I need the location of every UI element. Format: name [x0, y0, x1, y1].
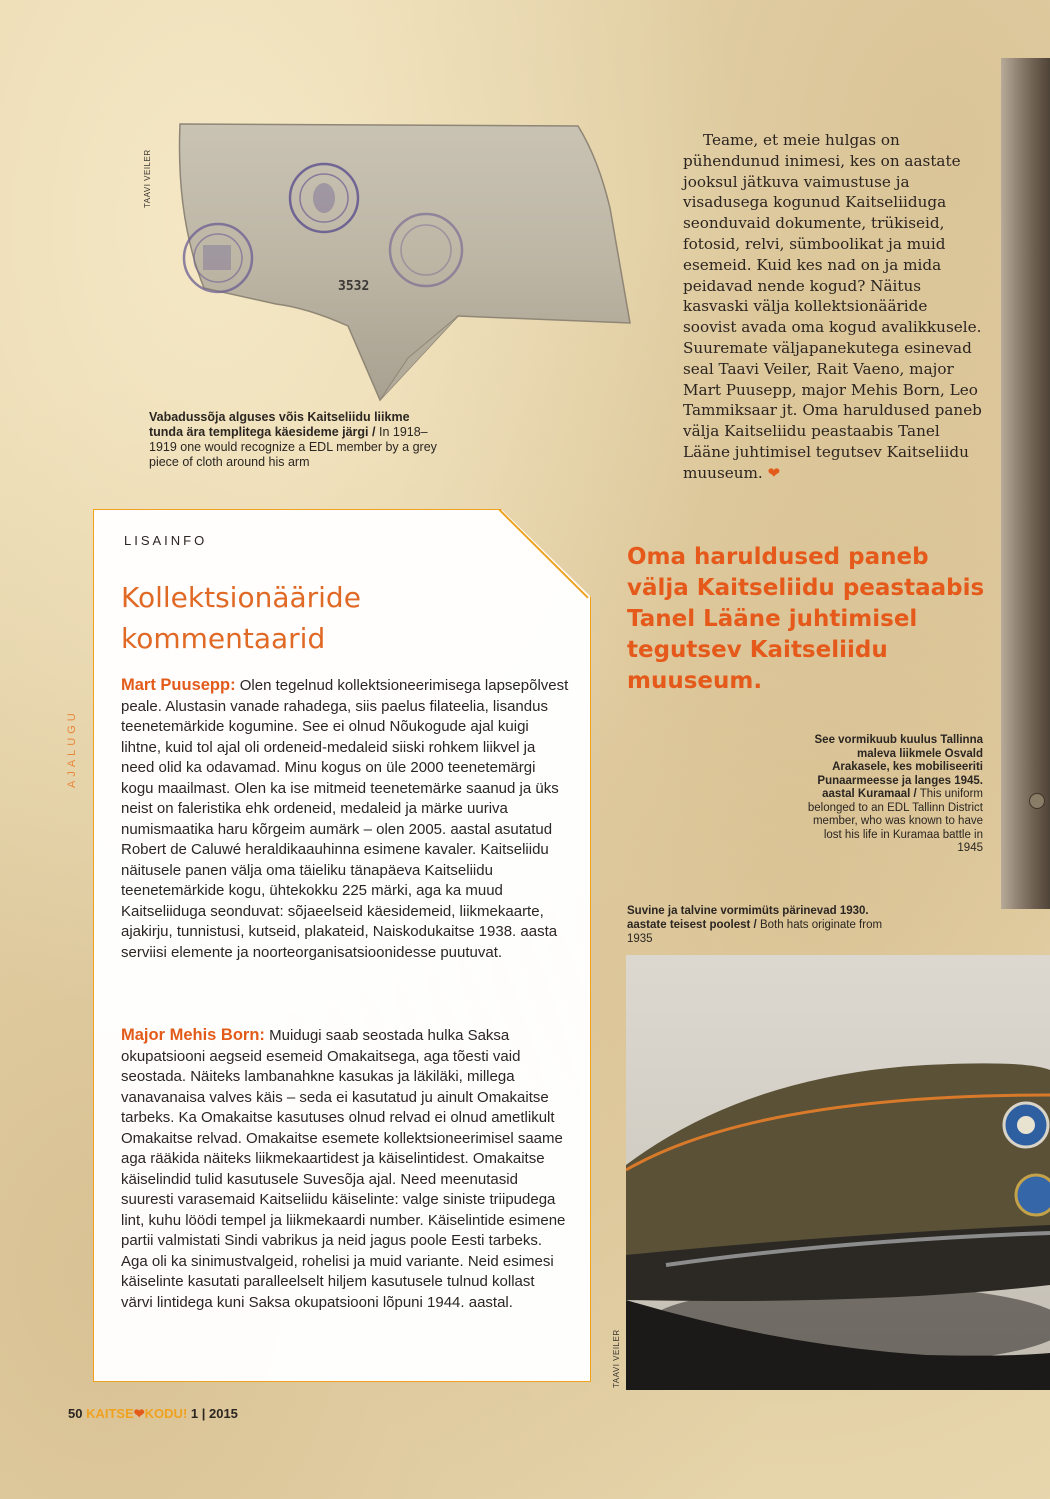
commenter-name: Mart Puusepp: [121, 676, 236, 694]
intro-text: Teame, et meie hulgas on pühendunud inimesi, kes on aastate jooksul jätkuva vaimustuse ja visadusega kogunud Kaitseliiduga seonduvaid dokumente, trükiseid, fotosid, relvi, sümboolikat ja muid esemeid. Kuid kes nad on ja mida peidavad nende kogud? Näitus kasvaski välja kollektsionääride soovist avada oma kogud avalikkusele. Suuremate väljapanekutega esinevad seal Taavi Veiler, Rait Vaeno, major Mart Puusepp, major Mehis Born, Leo Tammiksaar jt. Oma haruldused paneb välja Kaitseliidu peastaabis Tanel Lääne juhtimisel tegutsev Kaitseliidu muuseum. [683, 131, 982, 482]
commenter-name: Major Mehis Born: [121, 1026, 265, 1044]
armband-illustration [158, 118, 638, 406]
magazine-name-left: KAITSE [86, 1406, 134, 1421]
hat-caption-et: Suvine ja talvine vormimüts pärinevad 1930. aastate teisest poolest / [627, 905, 869, 931]
magazine-heart-icon: ❤ [133, 1406, 145, 1421]
section-tag: AJALUGU [66, 709, 78, 788]
comment-puusepp [121, 675, 569, 963]
hat-caption [627, 904, 892, 946]
stamp-number: 3532 [338, 279, 370, 294]
uniform-photo [1001, 58, 1050, 909]
hat-illustration [626, 955, 1050, 1390]
info-box-label: LISAINFO [124, 533, 208, 548]
armband-photo-credit: TAAVI VEILER [143, 149, 152, 208]
hat-caption-en: Both hats originate from 1935 [627, 919, 883, 945]
magazine-name-right: KODU! [144, 1406, 188, 1421]
comment-born [121, 1025, 569, 1313]
issue-number: 1 | 2015 [190, 1406, 238, 1421]
hat-photo [626, 955, 1050, 1390]
intro-paragraph [683, 130, 983, 484]
uniform-caption [806, 734, 983, 856]
page-number: 50 [68, 1406, 83, 1421]
uniform-button-icon [1029, 793, 1045, 809]
armband-caption [149, 410, 439, 470]
uniform-caption-en: This uniform belonged to an EDL Tallinn District member, who was known to have lost his life in Kuramaa battle in 1945 [807, 788, 983, 854]
comment-text: Olen tegelnud kollektsioneerimisega lapsepõlvest peale. Alustasin vanade rahadega, siis paelus filateelia, lisandus teenetemärkide kogumine. See ei olnud Nõukogude ajal kuigi lihtne, kuid tol ajal oli ordeneid-medaleid siiski rohkem liikvel ja need olid ka odavamad. Minu kogus on üle 2000 teenetemärgi kogu maailmast. Olen ka ise mitmeid teenetemärke saanud ja üks neist on faleristika ehk ordeneid, medaleid ja märke uuriva numismaatika haru kõrgeim aumärk – olen 2005. aastal asutatud Robert de Caluwé heraldikaauhinna esimene kavaler. Kaitseliidu näitusele panen välja oma täieliku tänapäeva Kaitseliidu teenetemärkide kogu, ühtekokku 225 märki, aga ka muud Kaitseliiduga seonduvat: sõjaeelseid käesidemeid, liikmekaarte, ajakirju, tunnistusi, kutseid, plakateid, Naiskodukaitse 1938. aasta serviisi elemente ja noorteorganisatsioonidesse puutuvat. [121, 677, 569, 961]
comment-text: Muidugi saab seostada hulka Saksa okupatsiooni aegseid esemeid Omakaitsega, aga tõesti vaid seostada. Näiteks lambanahkne kasukas ja läkiläki, millega vanavanaisa valves käis – seda ei kasutatud ju ainult Omakaitse tarbeks. Ka Omakaitse kasutuses olnud relvad ei olnud ametlikult Omakaitse relvad. Omakaitse esemete kollektsioneerimisel saame aga rääkida näiteks liikmekaartidest ja käiselintidest. Omakaitse käiselindid tulid kasutusele Suvesõja ajal. Need meenutasid suuresti varasemaid Kaitseliidu käiselinte: valge siniste triipudega lint, kuhu löödi tempel ja liikmekaardi number. Käiselintide esimene partii valmistati Sindi vabrikus ja neid jagus poole Eesti tarbeks. Aga oli ka sinimustvalgeid, rohelisi ja muid variante. Neid esimesi käiselinte kasutati paralleelselt hiljem kasutusele tulnud kollast värvi lintidega kuni Saksa okupatsiooni lõpuni 1944. aastal. [121, 1027, 566, 1311]
hat-photo-credit: TAAVI VEILER [612, 1329, 621, 1388]
uniform-caption-et: See vormikuub kuulus Tallinna maleva liikmele Osvald Arakasele, kes mobiliseeriti Punaarmeesse ja langes 1945. aastal Kuramaal / [814, 734, 983, 800]
armband-photo [158, 118, 638, 406]
armband-caption-et: Vabadussõja alguses võis Kaitseliidu liikme tunda ära templitega käesideme järgi / [149, 410, 410, 439]
pull-quote: Oma haruldused paneb välja Kaitseliidu peastaabis Tanel Lääne juhtimisel tegutsev Kaitseliidu muuseum. [627, 544, 985, 694]
hat-cockade-icon [1016, 1175, 1050, 1215]
info-box-title: Kollektsionääride kommentaarid [121, 581, 361, 655]
page-footer [68, 1406, 238, 1422]
end-mark-icon: ❤ [767, 463, 781, 482]
armband-caption-en: In 1918–1919 one would recognize a EDL member by a grey piece of cloth around his arm [149, 425, 437, 469]
